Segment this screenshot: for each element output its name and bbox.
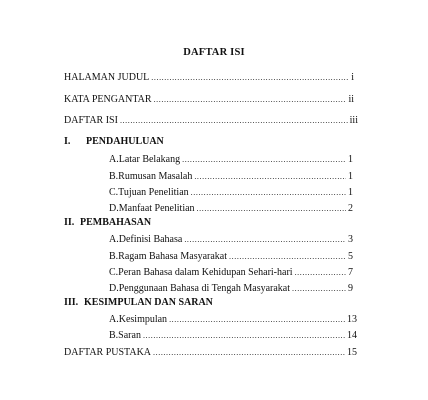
chapter-number: II. (64, 217, 75, 228)
toc-entry-definisi-bahasa (109, 234, 353, 246)
dot-leader (197, 203, 346, 215)
dot-leader (191, 187, 346, 199)
chapter-number: I. (64, 136, 71, 147)
dot-leader (295, 267, 346, 279)
chapter-title: KESIMPULAN DAN SARAN (84, 297, 213, 308)
toc-entry-kesimpulan (109, 314, 357, 326)
dot-leader (143, 330, 345, 342)
toc-entry-page: ii (348, 94, 354, 105)
dot-leader (229, 251, 346, 263)
toc-entry-label: Manfaat Penelitian (118, 203, 195, 214)
item-letter: B. (109, 330, 119, 341)
toc-entry-rumusan-masalah (109, 171, 353, 183)
toc-entry-page: i (351, 72, 354, 83)
toc-entry-page: 15 (347, 347, 357, 358)
chapter-heading-1 (64, 136, 164, 148)
toc-entry-page: 7 (348, 267, 353, 278)
toc-entry-daftar-pustaka (64, 347, 357, 359)
dot-leader (169, 314, 345, 326)
toc-entry-label: Rumusan Masalah (118, 171, 193, 182)
item-letter: A. (109, 234, 119, 245)
chapter-number: III. (64, 297, 79, 308)
toc-entry-page: iii (349, 115, 358, 126)
toc-entry-label: Kesimpulan (118, 314, 168, 325)
dot-leader (154, 94, 347, 106)
item-letter: D. (109, 203, 119, 214)
chapter-heading-3 (64, 297, 213, 309)
toc-entry-label: KATA PENGANTAR (64, 94, 152, 105)
toc-entry-page: 5 (348, 251, 353, 262)
item-letter: B. (109, 251, 119, 262)
toc-entry-label: Peran Bahasa dalam Kehidupan Sehari-hari (118, 267, 293, 278)
dot-leader (184, 234, 346, 246)
dot-leader (182, 154, 346, 166)
item-letter: A. (109, 314, 119, 325)
dot-leader (120, 115, 348, 127)
dot-leader (194, 171, 346, 183)
chapter-title: PEMBAHASAN (80, 217, 152, 228)
toc-entry-label: Ragam Bahasa Masyarakat (118, 251, 228, 262)
chapter-heading-2 (64, 217, 151, 229)
toc-entry-page: 1 (348, 171, 353, 182)
toc-entry-daftar-isi (64, 115, 358, 127)
toc-entry-label: DAFTAR ISI (64, 115, 118, 126)
item-letter: C. (109, 267, 119, 278)
toc-entry-label: Saran (118, 330, 141, 341)
toc-entry-page: 2 (348, 203, 353, 214)
toc-entry-page: 13 (347, 314, 357, 325)
toc-entry-latar-belakang (109, 154, 353, 166)
toc-entry-ragam-bahasa (109, 251, 353, 263)
item-letter: D. (109, 283, 119, 294)
toc-entry-peran-bahasa (109, 267, 353, 279)
toc-entry-label: Tujuan Penelitian (118, 187, 189, 198)
dot-leader (292, 283, 346, 295)
toc-entry-page: 3 (348, 234, 353, 245)
toc-entry-label: DAFTAR PUSTAKA (64, 347, 152, 358)
toc-entry-page: 1 (348, 154, 353, 165)
dot-leader (151, 72, 349, 84)
toc-entry-penggunaan-bahasa (109, 283, 353, 295)
toc-entry-label: Definisi Bahasa (118, 234, 183, 245)
toc-entry-label: Penggunaan Bahasa di Tengah Masyarakat (118, 283, 291, 294)
toc-entry-manfaat-penelitian (109, 203, 353, 215)
page-title: DAFTAR ISI (183, 47, 245, 58)
toc-entry-page: 9 (348, 283, 353, 294)
toc-entry-page: 14 (347, 330, 357, 341)
chapter-title: PENDAHULUAN (86, 136, 164, 147)
dot-leader (153, 347, 345, 359)
toc-entry-halaman-judul (64, 72, 354, 84)
item-letter: B. (109, 171, 119, 182)
toc-entry-label: HALAMAN JUDUL (64, 72, 150, 83)
item-letter: C. (109, 187, 119, 198)
toc-entry-saran (109, 330, 357, 342)
toc-entry-kata-pengantar (64, 94, 354, 106)
toc-entry-page: 1 (348, 187, 353, 198)
item-letter: A. (109, 154, 119, 165)
toc-entry-label: Latar Belakang (118, 154, 181, 165)
toc-entry-tujuan-penelitian (109, 187, 353, 199)
